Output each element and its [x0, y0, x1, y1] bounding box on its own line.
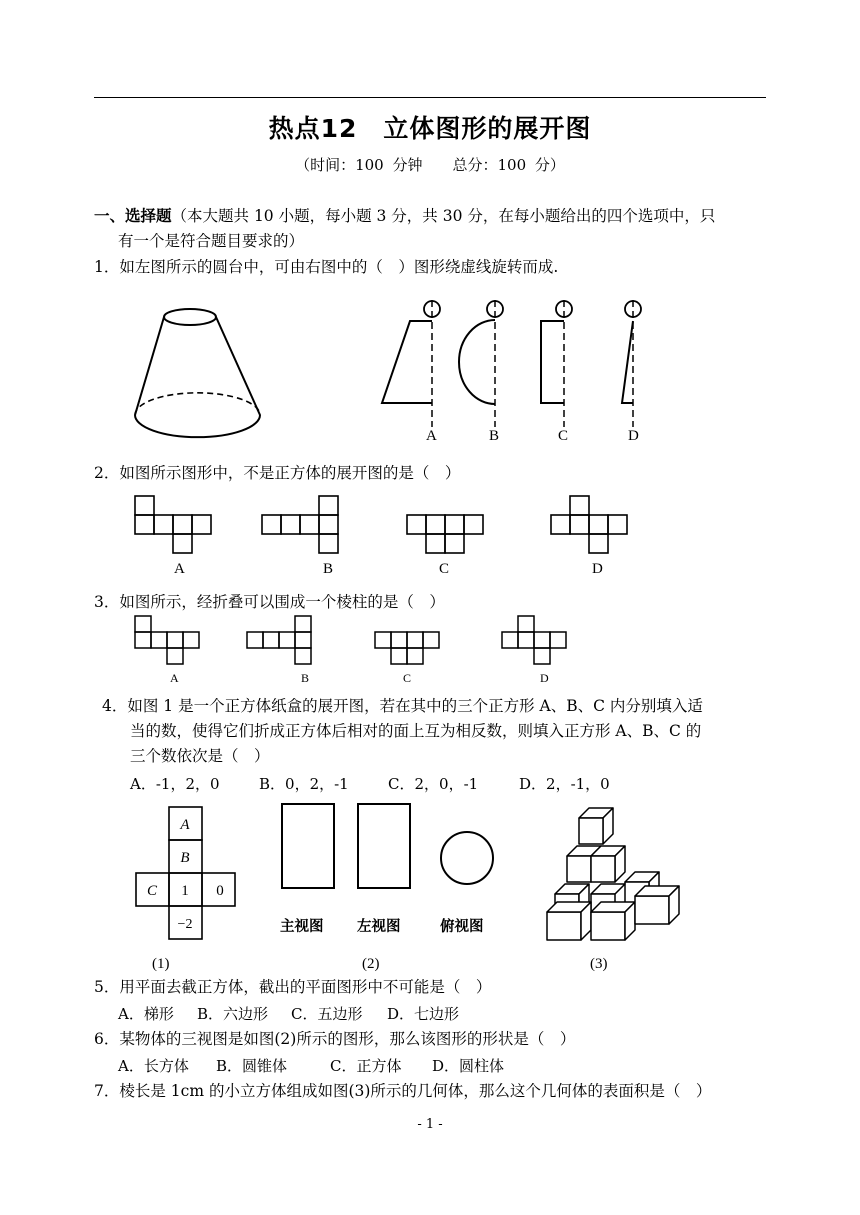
question-5: 5．用平面去截正方体，截出的平面图形中不可能是（ ） [94, 978, 492, 996]
section-description-1: （本大题共 10 小题，每小题 3 分，共 30 分，在每小题给出的四个选项中，只 [171, 207, 716, 225]
q1-label-b: B [489, 428, 500, 444]
net-cell-zero: 0 [216, 883, 224, 899]
frustum-figure [130, 300, 270, 455]
q4-option-c: C．2，0，-1 [388, 775, 479, 793]
question-4-line-3: 三个数依次是（ ） [130, 747, 270, 765]
net-cell-one: 1 [181, 883, 189, 899]
q5-option-c: C．五边形 [291, 1005, 363, 1023]
q5-option-b: B．六边形 [197, 1005, 269, 1023]
front-view-label: 主视图 [280, 919, 324, 935]
rotation-shapes [375, 292, 660, 452]
section-description-2: 有一个是符合题目要求的） [118, 232, 305, 250]
question-3: 3．如图所示，经折叠可以围成一个棱柱的是（ ） [94, 593, 445, 611]
q3-label-b: B [301, 671, 310, 685]
q6-option-c: C．正方体 [330, 1057, 402, 1075]
q4-option-b: B．0，2，-1 [259, 775, 349, 793]
question-4-line-2: 当的数，使得它们折成正方体后相对的面上互为相反数，则填入正方形 A、B、C 的 [130, 722, 702, 740]
section-heading-line [94, 205, 715, 227]
q1-label-d: D [628, 428, 639, 444]
top-view-label: 俯视图 [440, 919, 484, 935]
question-4-line-1: 4．如图 1 是一个正方体纸盒的展开图，若在其中的三个正方形 A、B、C 内分别填入适 [102, 697, 703, 715]
three-views-figure [278, 800, 498, 890]
q4-option-d: D．2，-1，0 [519, 775, 610, 793]
stacked-cubes-figure [545, 800, 690, 945]
net-cell-neg2: −2 [177, 917, 193, 932]
net-cell-c: C [146, 883, 158, 899]
q3-label-c: C [403, 671, 412, 685]
q5-option-a: A．梯形 [118, 1005, 174, 1023]
page-title: 热点12 立体图形的展开图 [268, 114, 592, 143]
question-2: 2．如图所示图形中，不是正方体的展开图的是（ ） [94, 464, 461, 482]
figure-caption-3: (3) [590, 956, 608, 972]
figure-caption-2: (2) [362, 956, 380, 972]
q3-label-a: A [170, 671, 179, 685]
q1-label-a: A [426, 428, 437, 444]
q3-nets [130, 614, 580, 670]
q6-option-d: D．圆柱体 [432, 1057, 505, 1075]
q1-label-c: C [558, 428, 569, 444]
net-cell-b: B [180, 850, 190, 866]
q6-option-b: B．圆锥体 [216, 1057, 288, 1075]
q5-option-d: D．七边形 [387, 1005, 460, 1023]
header-rule [94, 97, 766, 98]
q2-label-c: C [439, 561, 450, 577]
figure-caption-1: (1) [152, 956, 170, 972]
question-7: 7．棱长是 1cm 的小立方体组成如图(3)所示的几何体，那么这个几何体的表面积是（ ） [94, 1082, 712, 1100]
exam-info: （时间：100 分钟 总分：100 分） [295, 156, 565, 174]
q4-option-a: A．-1，2，0 [130, 775, 220, 793]
cube-net-figure [134, 806, 236, 940]
section-label: 一、选择题 [94, 207, 172, 225]
left-view-label: 左视图 [357, 919, 401, 935]
page-number: - 1 - [417, 1117, 443, 1132]
q2-label-b: B [323, 561, 334, 577]
q3-label-d: D [540, 671, 549, 685]
net-cell-a: A [180, 817, 190, 833]
q2-label-a: A [174, 561, 185, 577]
q2-nets [130, 494, 630, 554]
question-6: 6．某物体的三视图是如图(2)所示的图形，那么该图形的形状是（ ） [94, 1030, 576, 1048]
q6-option-a: A．长方体 [118, 1057, 189, 1075]
question-1: 1．如左图所示的圆台中，可由右图中的（ ）图形绕虚线旋转而成. [94, 258, 559, 276]
q2-label-d: D [592, 561, 603, 577]
